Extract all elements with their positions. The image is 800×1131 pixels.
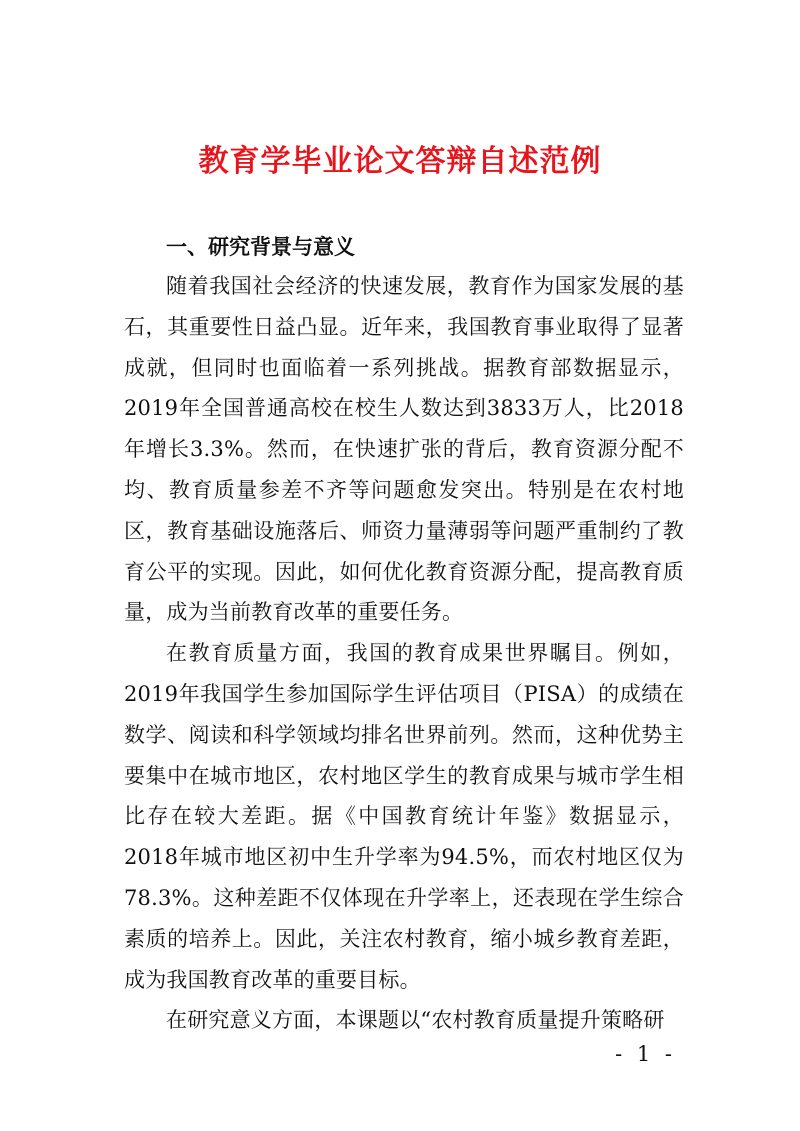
document-body (124, 228, 684, 1041)
page-number: - 1 - (615, 1042, 676, 1066)
paragraph-significance: 在研究意义方面，本课题以“农村教育质量提升策略研 (166, 1008, 665, 1033)
paragraph-background: 随着我国社会经济的快速发展，教育作为国家发展的基石，其重要性日益凸显。近年来，我国教育事业取得了显著成就，但同时也面临着一系列挑战。据教育部数据显示，2019年全国普通高校在校生人数达到3833万人，比2018年增长3.3%。然而，在快速扩张的背后，教育资源分配不均、教育质量参差不齐等问题愈发突出。特别是在农村地区，教育基础设施落后、师资力量薄弱等问题严重制约了教育公平的实现。因此，如何优化教育资源分配，提高教育质量，成为当前教育改革的重要任务。 (124, 274, 684, 625)
section-heading: 一、研究背景与意义 (166, 235, 355, 259)
document-title: 教育学毕业论文答辩自述范例 (198, 144, 602, 179)
paragraph-quality: 在教育质量方面，我国的教育成果世界瞩目。例如，2019年我国学生参加国际学生评估项目（PISA）的成绩在数学、阅读和科学领域均排名世界前列。然而，这种优势主要集中在城市地区，农村地区学生的教育成果与城市学生相比存在较大差距。据《中国教育统计年鉴》数据显示，2018年城市地区初中生升学率为94.5%，而农村地区仅为78.3%。这种差距不仅体现在升学率上，还表现在学生综合素质的培养上。因此，关注农村教育，缩小城乡教育差距，成为我国教育改革的重要目标。 (124, 641, 684, 992)
